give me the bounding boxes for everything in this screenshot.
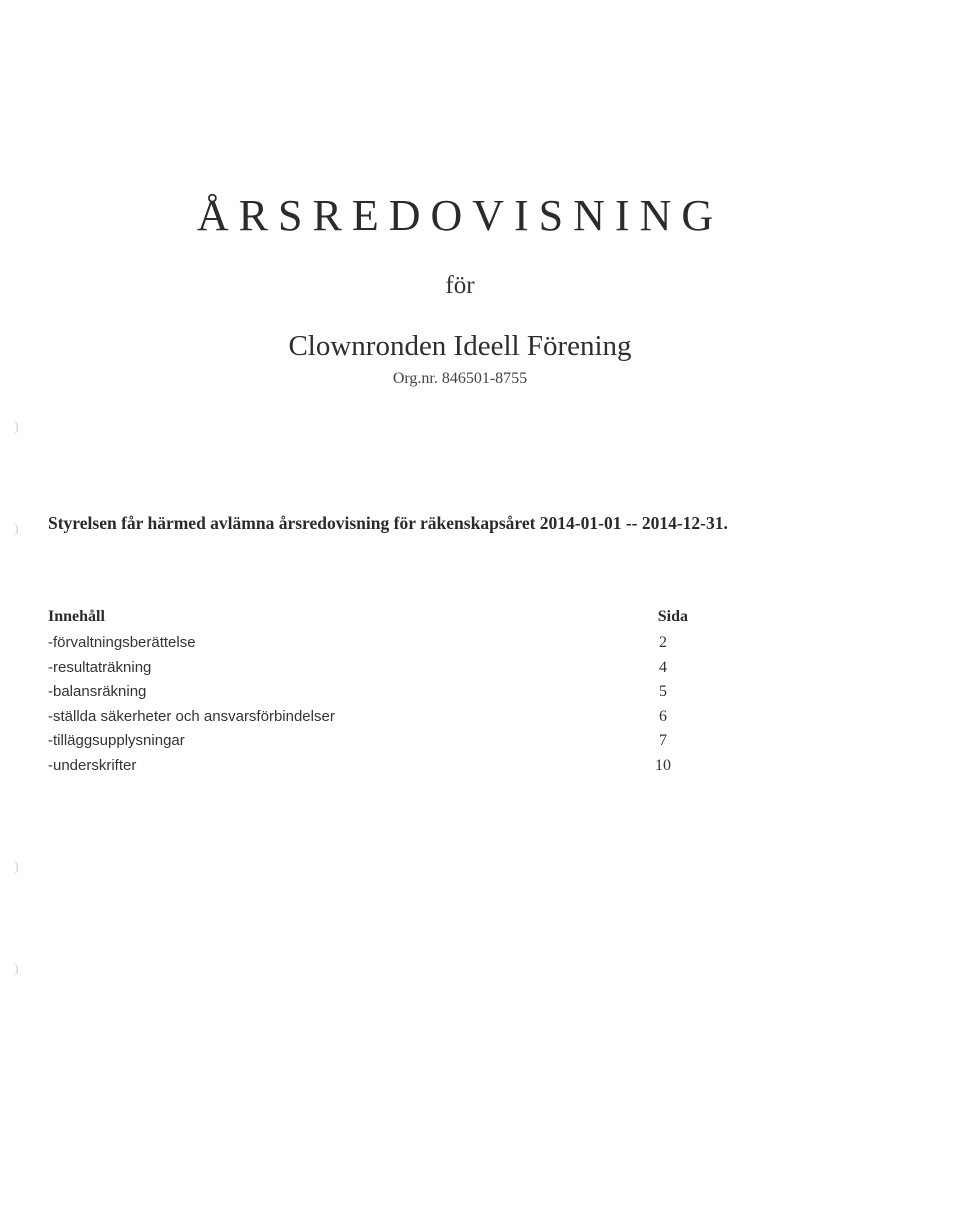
- toc-row: [48, 732, 688, 757]
- for-label: för: [445, 272, 475, 299]
- toc-item-label: -förvaltningsberättelse: [48, 634, 196, 651]
- toc-row: [48, 683, 688, 708]
- scan-margin-mark: ): [14, 420, 19, 435]
- toc-item-label: -underskrifter: [48, 756, 137, 774]
- toc-item-label: -resultaträkning: [48, 658, 152, 676]
- toc-item-label: -tilläggsupplysningar: [48, 732, 185, 749]
- toc-item-page: 2: [659, 634, 667, 651]
- scan-margin-mark: ): [14, 860, 19, 875]
- scan-margin-mark: ): [14, 962, 19, 977]
- toc-item-page: 6: [659, 707, 667, 725]
- toc-header: [48, 608, 688, 634]
- toc-row: [48, 708, 688, 733]
- toc-heading: Innehåll: [48, 608, 105, 625]
- organization-number: Org.nr. 846501-8755: [392, 370, 528, 387]
- toc-item-label: -balansräkning: [48, 683, 147, 700]
- toc-item-page: 10: [655, 756, 671, 774]
- table-of-contents: [48, 608, 688, 781]
- organization-name: Clownronden Ideell Förening: [288, 330, 632, 362]
- toc-item-page: 7: [659, 732, 667, 749]
- toc-item-page: 5: [659, 683, 667, 700]
- document-title: ÅRSREDOVISNING: [196, 191, 724, 240]
- toc-item-label: -ställda säkerheter och ansvarsförbindelser: [48, 707, 335, 725]
- toc-row: [48, 634, 688, 659]
- toc-row: [48, 659, 688, 684]
- toc-row: [48, 757, 688, 782]
- toc-item-page: 4: [659, 658, 667, 676]
- board-statement: Styrelsen får härmed avlämna årsredovisning för räkenskapsåret 2014-01-01 -- 2014-12-31.: [48, 513, 728, 533]
- scan-margin-mark: ): [14, 522, 19, 537]
- toc-page-heading: Sida: [657, 608, 688, 625]
